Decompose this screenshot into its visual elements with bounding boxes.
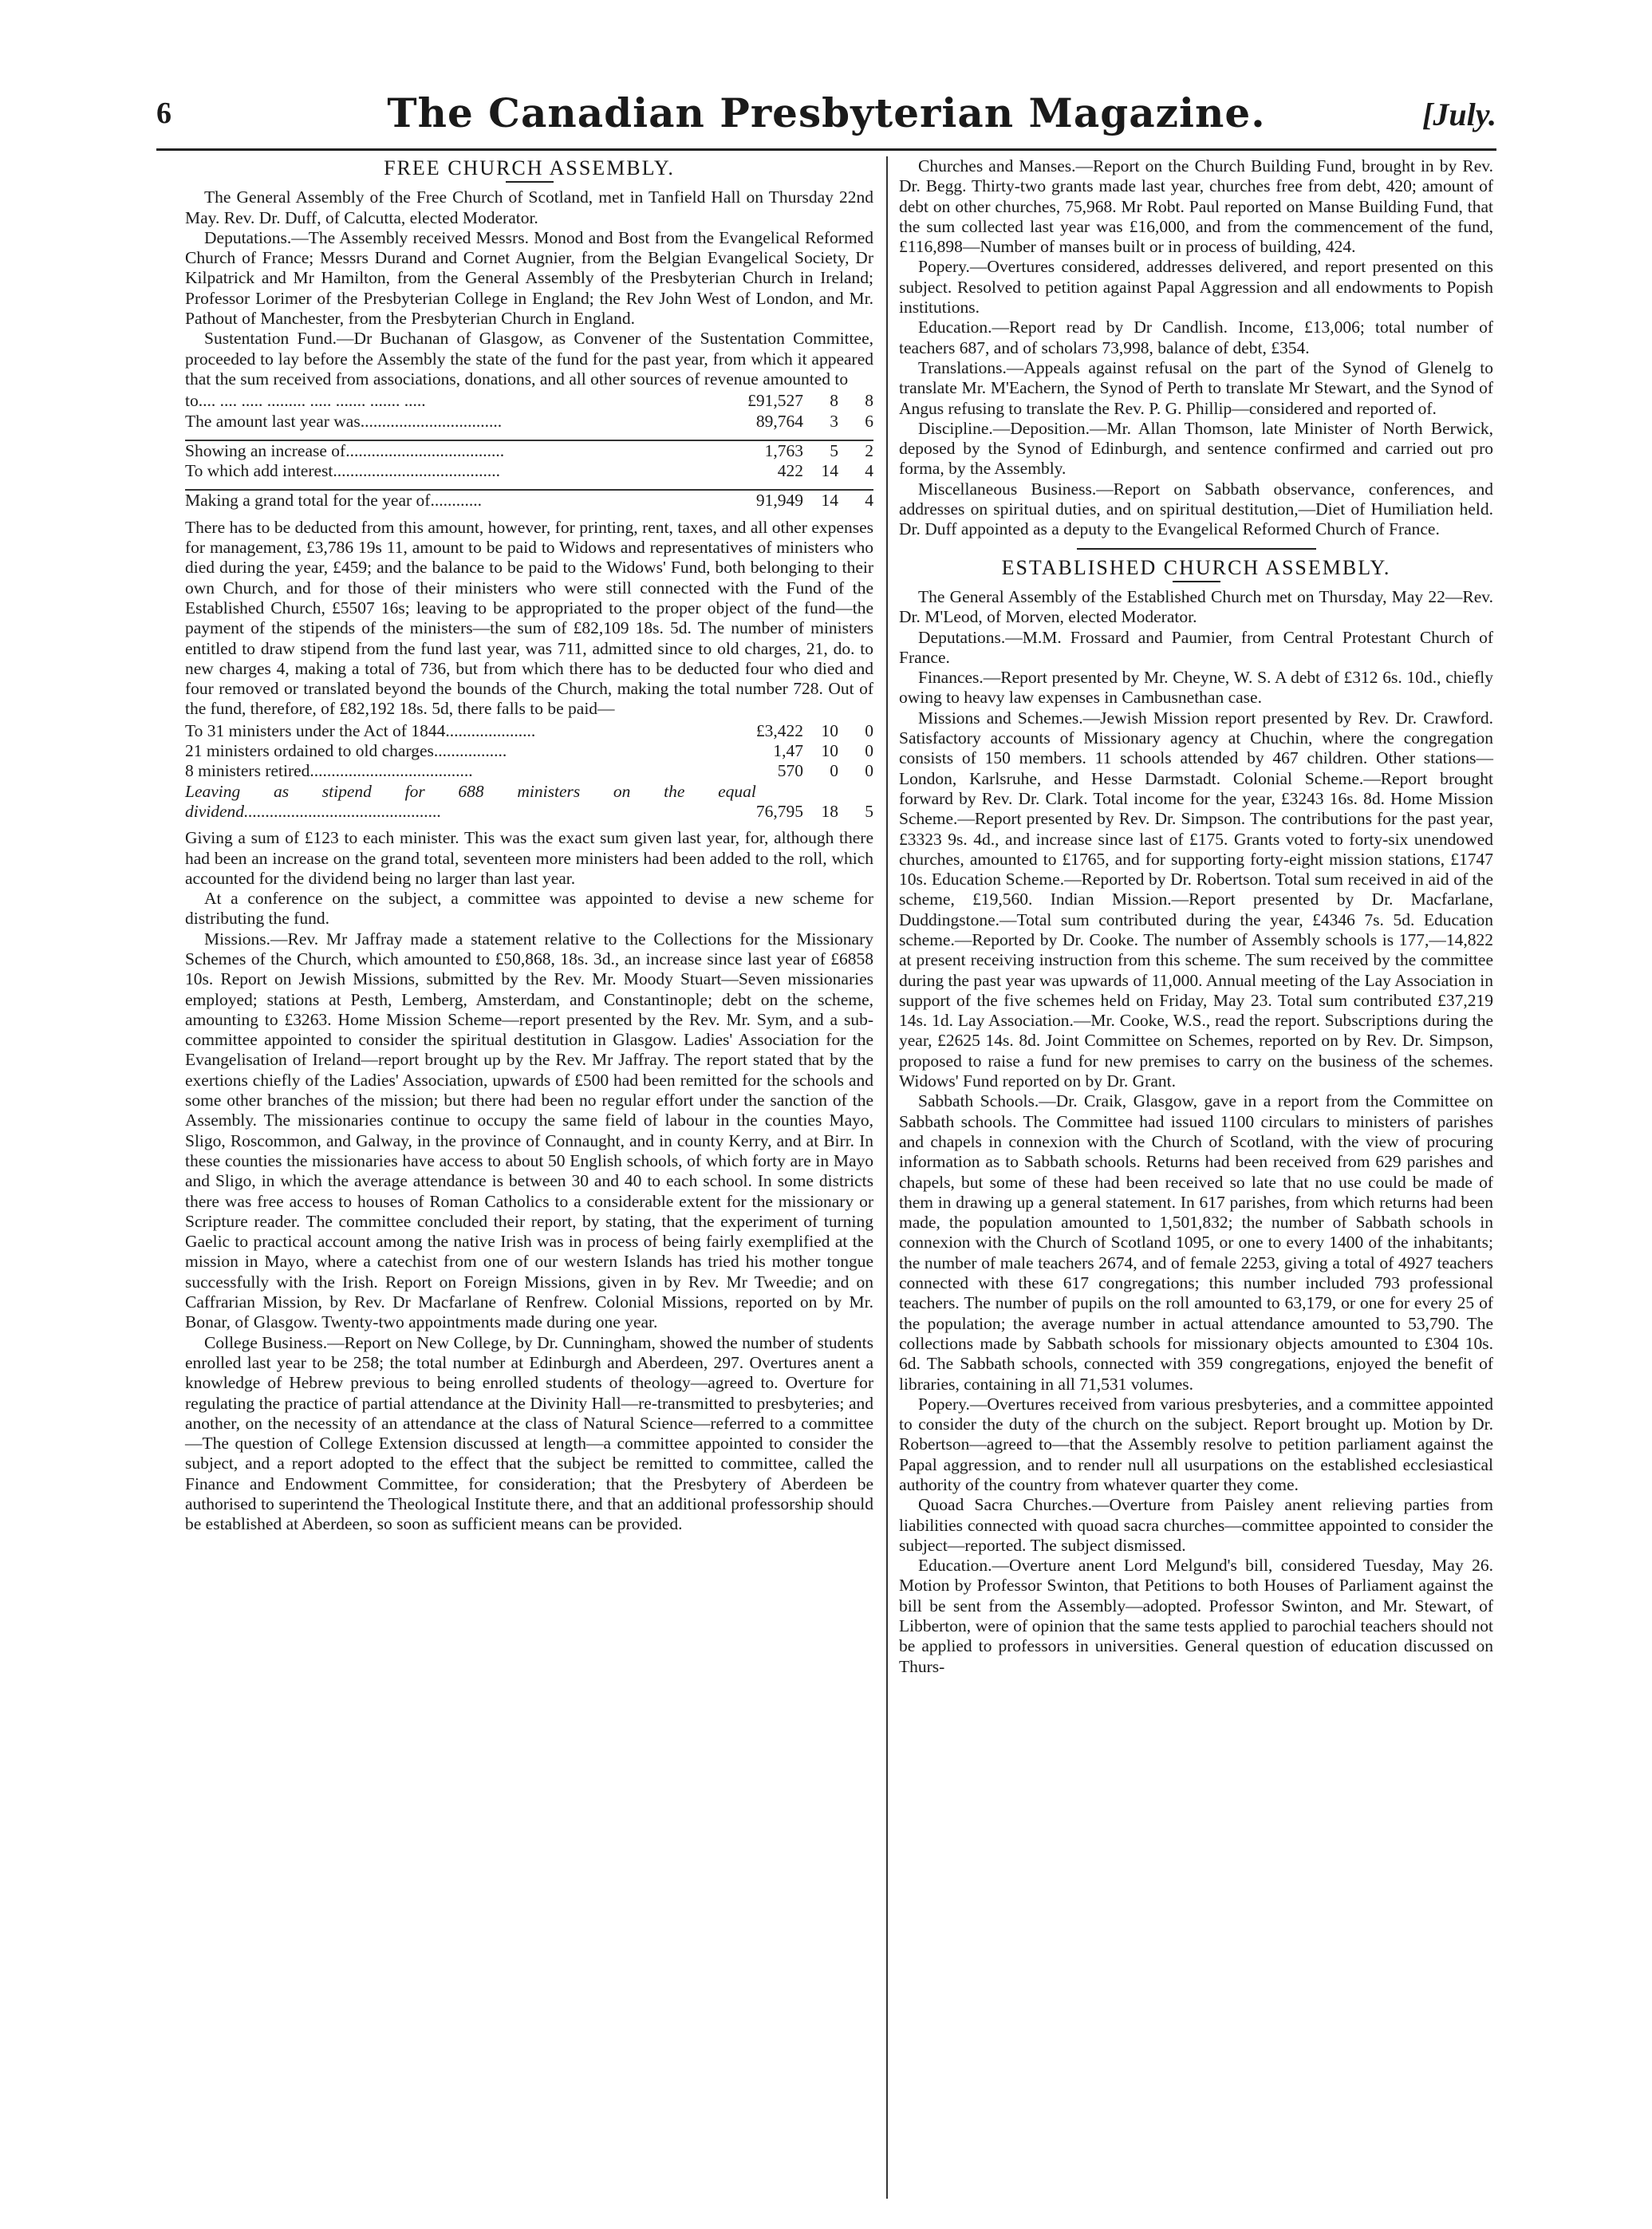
- translations-paragraph: Translations.—Appeals against refusal on the part of the Synod of Glenelg to translate Mr. M'Eachern, the Synod of Perth to translate Mr Stewart, and the Synod of Angus refusing to translate the Rev. P. G. Phillip—considered and reported of.: [899, 357, 1493, 418]
- row-label: To 31 ministers under the Act of 1844.....................: [185, 720, 536, 740]
- row-shillings: 10: [821, 741, 838, 761]
- conference-paragraph: At a conference on the subject, a committee was appointed to devise a new scheme for distributing the fund.: [185, 889, 873, 929]
- education-paragraph: Education.—Report read by Dr Candlish. Income, £13,006; total number of teachers 687, and of scholars 73,998, balance of debt, £354.: [899, 318, 1493, 357]
- page-number: 6: [156, 97, 172, 130]
- table-row: [185, 741, 873, 761]
- established-church-heading: ESTABLISHED CHURCH ASSEMBLY.: [1001, 555, 1391, 579]
- row-label: to.... .... ..... ......... ..... ....... ....... .....: [185, 391, 426, 411]
- section-divider: [1077, 548, 1316, 550]
- missions-paragraph: Missions.—Rev. Mr Jaffray made a statement relative to the Collections for the Missionary Schemes of the Church, which amounted to £50,868, 18s. 3d., an increase since last year of £6858 10s. Report on Jewish Missions, submitted by the Rev. Mr. Moody Stuart—Seven missionaries employed; stations at Pesth, Lemberg, Amsterdam, and Constantinople; debt on the scheme, amounting to £3263. Home Mission Scheme—report presented by the Rev. Mr. Sym, and a sub-committee appointed to consider the spiritual destitution in Glasgow. Ladies' Association for the Evangelisation of Ireland—report brought up by the Rev. Mr Jaffray. The report stated that by the exertions chiefly of the Ladies' Association, upwards of £500 had been remitted for the schools and some other branches of the mission; but there had been no regular effort under the sanction of the Assembly. The missionaries continue to occupy the same field of labour in the counties Mayo, Sligo, Roscommon, and Galway, in the province of Connaught, and in county Kerry, and at Birr. In these counties the missionaries have access to about 50 English schools, of which forty are in Mayo and Sligo, in which the average attendance is between 30 and 40 to each school. In some districts there was free access to houses of Roman Catholics to a considerable extent for the missionary or Scripture reader. The committee concluded their report, by stating, that the experiment of turning Gaelic to practical account among the native Irish was in process of being fairly exemplified at the mission in Mayo, where a catechist from one of our western Islands has tried his mother tongue successfully with the Irish. Report on Foreign Missions, given in by Rev. Mr Tweedie; and on Caffrarian Mission, by Rev. Dr Macfarlane of Renfrew. Colonial Missions, reported on by Mr. Bonar, of Glasgow. Twenty-two appointments made during one year.: [185, 929, 873, 1332]
- row-pounds: 1,763: [712, 440, 803, 461]
- established-popery-paragraph: Popery.—Overtures received from various presbyteries, and a committee appointed to consider the duty of the church on the subject. Report brought up. Motion by Dr. Robertson—agreed to—that the Assembly resolve to petition parliament against the Papal aggression, and to render null all usurpations on the established ecclesiastical authority of the country from whatever quarter they come.: [899, 1394, 1493, 1494]
- row-pounds: 1,47: [773, 741, 803, 761]
- sabbath-schools-paragraph: Sabbath Schools.—Dr. Craik, Glasgow, gave in a report from the Committee on Sabbath schools. The Committee had issued 1100 circulars to ministers of parishes and chapels in connexion with the Church of Scotland, with the view of procuring information as to Sabbath schools. Returns had been received from 629 parishes and chapels, but some of these had been received so late that no use could be made of them in drawing up a general statement. In 617 parishes, from which returns had been made, the population amounted to 1,501,832; the number of Sabbath schools in connexion with the Church of Scotland 1095, or one to every 1400 of the inhabitants; the number of male teachers 2674, and of female 2253, giving a total of 4927 teachers connected with these 617 congregations; this number included 793 professional teachers. The number of pupils on the roll amounted to 63,179, or one for every 25 of the population; the average number in actual attendance amounted to 53,790. The collections made by Sabbath schools for missionary objects amounted to £304 10s. 6d. The Sabbath schools, connected with 359 congregations, enjoyed the benefit of libraries, containing in all 71,531 volumes.: [899, 1091, 1493, 1394]
- established-education-paragraph: Education.—Overture anent Lord Melgund's bill, considered Tuesday, May 26. Motion by Professor Swinton, that Petitions to both Houses of Parliament against the bill be sent from the Assembly—adopted. Professor Swinton, and Mr. Stewart, of Libberton, were of opinion that the same tests applied to parochial teachers should not be applied to professors in universities. General question of education discussed on Thurs-: [899, 1556, 1493, 1676]
- row-label: To which add interest.......................................: [185, 461, 500, 481]
- dividend-paragraph: Giving a sum of £123 to each minister. This was the exact sum given last year, for, although there had been an increase on the grand total, seventeen more ministers had been added to the roll, which accounted for the dividend being no larger than last year.: [185, 828, 873, 888]
- page-header: [156, 89, 1496, 145]
- row-pounds: £3,422: [755, 720, 803, 740]
- missions-schemes-paragraph: Missions and Schemes.—Jewish Mission report presented by Rev. Dr. Crawford. Satisfactory accounts of Missionary agency at Chuchin, where the congregation consists of 150 members. 11 schools attended by 467 children. Other stations—London, Karlsruhe, and Hesse Darmstadt. Colonial Scheme.—Report brought forward by Rev. Dr. Clark. Total income for the year, £3243 16s. 8d. Home Mission Scheme.—Report presented by Rev. Dr. Simpson. The contributions for the past year, £3323 9s. 4d., and increase since last of £175. Grants voted to forty-six unendowed churches, amounted to £1765, and for supporting forty-eight mission stations, £1747 10s. Education Scheme.—Reported by Dr. Robertson. Total sum received in aid of the scheme, £19,560. Indian Mission.—Report presented by Dr. Macfarlane, Duddingstone.—Total sum contributed during the year, £4346 7s. 5d. Education scheme.—Reported by Dr. Cooke. The number of Assembly schools is 177,—14,822 at present receiving instruction from this scheme. The sum received by the committee during the past year was upwards of 11,000. Annual meeting of the Lay Association in support of the five schemes held on Friday, May 23. Total sum contributed £37,219 14s. 1d. Lay Association.—Mr. Cooke, W.S., read the report. Subscriptions during the year, £2625 14s. 8d. Joint Committee on Schemes, reported on by Rev. Dr. Simpson, proposed to raise a fund for new premises to carry on the business of the schemes. Widows' Fund reported on by Dr. Grant.: [899, 708, 1493, 1091]
- row-pence: 8: [865, 391, 873, 411]
- college-paragraph: College Business.—Report on New College, by Dr. Cunningham, showed the number of students enrolled last year to be 258; the total number at Edinburgh and Aberdeen, 297. Overtures anent a knowledge of Hebrew previous to being enrolled students of theology—agreed to. Overture for regulating the practice of partial attendance at the Divinity Hall—re-transmitted to presbyteries; and another, on the necessity of an attendance at the class of Natural Science—referred to a committee—The question of College Extension discussed at length—a committee appointed to consider the subject, and a report adopted to the effect that the subject be remitted to committee, called the Finance and Endowment Committee, for consideration; that the Presbytery of Aberdeen be authorised to superintend the Theological Institute there, and that an additional professorship should be established at Aberdeen, so soon as sufficient means can be provided.: [185, 1332, 873, 1534]
- row-label: The amount last year was.................................: [185, 411, 503, 431]
- table-row: [185, 782, 873, 823]
- table-row: [185, 761, 873, 781]
- row-shillings: 14: [803, 490, 838, 511]
- row-pounds: 91,949: [712, 490, 803, 511]
- free-church-heading: FREE CHURCH ASSEMBLY.: [384, 156, 675, 180]
- churches-manses-paragraph: Churches and Manses.—Report on the Church Building Fund, brought in by Rev. Dr. Begg. Thirty-two grants made last year, churches free from debt, 420; amount of debt on other churches, 75,968. Mr Robt. Paul reported on Manse Building Fund, that the sum collected last year was £16,000, and from the commencement of the fund, £116,898—Number of manses built or in process of building, 424.: [899, 156, 1493, 257]
- row-shillings: 0: [830, 761, 838, 781]
- header-rule: [156, 148, 1496, 151]
- row-pence: 4: [838, 490, 873, 511]
- row-shillings: 14: [821, 461, 838, 481]
- finances-paragraph: Finances.—Report presented by Mr. Cheyne, W. S. A debt of £312 6s. 10d., chiefly owing to heavy law expenses in Cambusnethan case.: [899, 668, 1493, 708]
- free-church-deputations: Deputations.—The Assembly received Messrs. Monod and Bost from the Evangelical Reformed Church of France; Messrs Durand and Cornet Augnier, from the Belgian Evangelical Society, Dr Kilpatrick and Mr Hamilton, from the General Assembly of the Presbyterian Church in Ireland; Professor Lorimer of the Presbyterian College in England; the Rev John West of London, and Mr. Pathout of Manchester, from the Presbyterian Church in England.: [185, 227, 873, 329]
- issue-month: [July.: [1422, 97, 1496, 132]
- miscellaneous-paragraph: Miscellaneous Business.—Report on Sabbath observance, conferences, and addresses on spiritual duties, and on spiritual destitution,—Diet of Humiliation held. Dr. Duff appointed as a deputy to the Evangelical Reformed Church of France.: [899, 479, 1493, 539]
- table-row: [185, 412, 873, 432]
- row-label: 21 ministers ordained to old charges.................: [185, 741, 507, 761]
- row-pounds: 89,764: [755, 411, 803, 431]
- row-pounds: 422: [777, 461, 803, 481]
- row-pence: 6: [865, 411, 873, 431]
- row-pence: 4: [865, 461, 873, 481]
- free-church-intro: The General Assembly of the Free Church of Scotland, met in Tanfield Hall on Thursday 22nd May. Rev. Dr. Duff, of Calcutta, elected Moderator.: [185, 187, 873, 227]
- row-label: Making a grand total for the year of............: [185, 490, 712, 511]
- discipline-paragraph: Discipline.—Deposition.—Mr. Allan Thomson, late Minister of North Berwick, deposed by the Synod of Edinburgh, and sentence confirmed and carried out pro forma, by the Assembly.: [899, 418, 1493, 479]
- row-label: 8 ministers retired......................................: [185, 761, 473, 781]
- table-row: [185, 391, 873, 411]
- heading-rule: [506, 181, 554, 183]
- row-shillings: 5: [803, 440, 838, 461]
- column-divider: [886, 156, 888, 2199]
- table-row: [185, 461, 873, 481]
- row-pounds: £91,527: [747, 391, 803, 411]
- table-row: [185, 721, 873, 741]
- magazine-title: The Canadian Presbyterian Magazine.: [387, 89, 1266, 136]
- row-label: Leaving as stipend for 688 ministers on the equal dividend..............................................: [185, 781, 756, 821]
- row-shillings: 18: [821, 801, 838, 821]
- row-shillings: 3: [830, 411, 838, 431]
- stipend-table: [185, 721, 873, 822]
- row-pounds: 76,795: [755, 801, 803, 821]
- established-intro: The General Assembly of the Established Church met on Thursday, May 22—Rev. Dr. M'Leod, of Morven, elected Moderator.: [899, 586, 1493, 627]
- heading-rule: [1173, 581, 1220, 582]
- established-deputations: Deputations.—M.M. Frossard and Paumier, from Central Protestant Church of France.: [899, 627, 1493, 667]
- quoad-sacra-paragraph: Quoad Sacra Churches.—Overture from Paisley anent relieving parties from liabilities connected with quoad sacra churches—committee appointed to consider the subject—reported. The subject dismissed.: [899, 1495, 1493, 1555]
- table-row: [185, 440, 873, 461]
- row-pence: 0: [865, 741, 873, 761]
- row-pounds: 570: [777, 761, 803, 781]
- row-shillings: 8: [830, 391, 838, 411]
- table-row: [185, 490, 873, 511]
- sustentation-table: [185, 391, 873, 511]
- row-pence: 5: [865, 801, 873, 821]
- deductions-paragraph: There has to be deducted from this amount, however, for printing, rent, taxes, and all other expenses for management, £3,786 19s 11, amount to be paid to Widows and representatives of ministers who died during the year, £459; and the balance to be paid to the Widows' Fund, both belonging to their own Church, and for those of their ministers who were still connected with the Fund of the Established Church, £5507 16s; leaving to be appropriated to the proper object of the fund—the payment of the stipends of the ministers—the sum of £82,109 18s. 5d. The number of ministers entitled to draw stipend from the fund last year, was 711, admitted since to old charges, 21, do. to new charges 4, making a total of 736, but from which there has to be deducted four who died and four removed or translated beyond the bounds of the Church, making the total number 728. Out of the fund, therefore, of £82,192 18s. 5d, there falls to be paid—: [185, 517, 873, 719]
- row-pence: 0: [865, 761, 873, 781]
- sustentation-fund: Sustentation Fund.—Dr Buchanan of Glasgow, as Convener of the Sustentation Committee, proceeded to lay before the Assembly the state of the fund for the past year, from which it appeared that the sum received from associations, donations, and all other sources of revenue amounted to: [185, 329, 873, 389]
- row-shillings: 10: [821, 720, 838, 740]
- row-pence: 0: [865, 720, 873, 740]
- row-label: Showing an increase of.....................................: [185, 440, 712, 461]
- popery-paragraph: Popery.—Overtures considered, addresses delivered, and report presented on this subject. Resolved to petition against Papal Aggression and all endowments to Popish institutions.: [899, 257, 1493, 318]
- right-column: [899, 156, 1493, 1677]
- row-pence: 2: [838, 440, 873, 461]
- left-column: [185, 156, 873, 1535]
